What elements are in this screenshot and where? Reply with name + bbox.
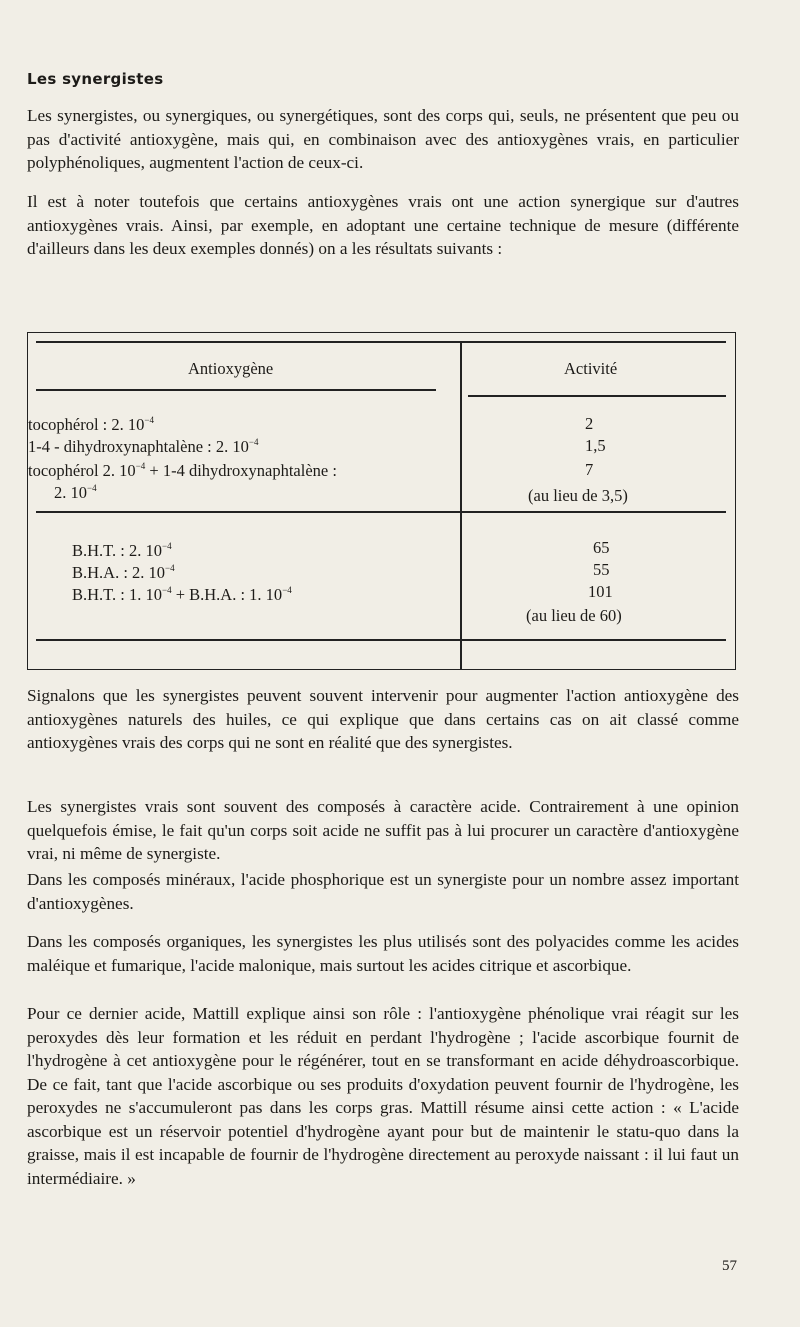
row-label: tocophérol 2. 10 [28, 461, 136, 480]
value-tocopherol: 2 [585, 414, 594, 433]
exponent: −4 [144, 415, 154, 425]
table-top-rule [36, 341, 726, 343]
value-combination-2-expected: (au lieu de 60) [526, 606, 622, 625]
section-title: Les synergistes [27, 70, 164, 88]
header-rule-left [36, 389, 436, 391]
group-separator [36, 511, 726, 513]
exponent: −4 [162, 541, 172, 551]
value-combination-2: 101 [588, 582, 613, 601]
page-number: 57 [722, 1258, 737, 1274]
paragraph-definition: Les synergistes, ou synergiques, ou synergétiques, sont des corps qui, seuls, ne présentent que peu ou pas d'activité antioxygène, mais qui, en combinaison avec des antioxygènes vrais, en particulier polyphénoliques, augmentent l'action de ceux-ci. [27, 106, 739, 172]
paragraph-synergy-note: Il est à noter toutefois que certains antioxygènes vrais ont une action synergique sur d'autres antioxygènes vrais. Ainsi, par exemple, en adoptant une certaine technique de mesure (différente d'ailleurs dans les deux exemples donnés) on a les résultats suivants : [27, 192, 739, 258]
row-label: B.H.T. : 2. 10 [72, 541, 162, 560]
results-table [27, 332, 736, 670]
value-bht: 65 [593, 538, 610, 557]
row-label-continued: + B.H.A. : 1. 10 [171, 585, 283, 604]
header-rule-right [468, 395, 726, 397]
table-column-divider [460, 341, 462, 669]
paragraph-acid-character: Les synergistes vrais sont souvent des composés à caractère acide. Contrairement à une opinion quelquefois émise, le fait qu'un corps soit acide ne suffit pas à lui procurer un caractère d'antioxygène vrai, ni même de synergiste. [27, 797, 739, 863]
table-bottom-rule [36, 639, 726, 641]
row-combination-1-cont [54, 477, 97, 504]
exponent: −4 [135, 461, 146, 471]
exponent: −4 [282, 585, 292, 595]
header-antioxygene: Antioxygène [188, 359, 274, 378]
exponent: −4 [87, 483, 97, 493]
value-bha: 55 [593, 560, 610, 579]
value-combination-1-expected: (au lieu de 3,5) [528, 486, 628, 505]
row-label: tocophérol : 2. 10 [28, 415, 145, 434]
paragraph-mattill: Pour ce dernier acide, Mattill explique ainsi son rôle : l'antioxygène phénolique vrai réagit sur les peroxydes dès leur formation et les réduit en perdant l'hydrogène ; l'acide ascorbique fournit de l'hydrogène à cet antioxygène pour le régénérer, tout en se transformant en acide déhydroascorbique. De ce fait, tant que l'acide ascorbique ou ses produits d'oxydation peuvent fournir de l'hydrogène, les peroxydes ne s'accumuleront pas dans les corps gras. Mattill résume ainsi cette action : « L'acide ascorbique est un réservoir potentiel d'hydrogène ayant pour but de maintenir le statu-quo dans la graisse, mais il est incapable de fournir de l'hydrogène directement au peroxyde naissant : il lui faut un intermédiaire. » [27, 1004, 739, 1188]
row-label: 2. 10 [54, 483, 87, 502]
paragraph-natural-antioxygens: Signalons que les synergistes peuvent souvent intervenir pour augmenter l'action antioxygène des antioxygènes naturels des huiles, ce qui explique que dans certains cas on ait classé comme antioxygènes vrais des corps qui ne sont en réalité que des synergistes. [27, 686, 739, 752]
value-dihydroxynaphtalene: 1,5 [585, 436, 606, 455]
row-dihydroxynaphtalene [28, 431, 258, 458]
paragraph-mineral: Dans les composés minéraux, l'acide phosphorique est un synergiste pour un nombre assez important d'antioxygènes. [27, 870, 739, 913]
row-label: B.H.A. : 2. 10 [72, 563, 166, 582]
value-combination-1: 7 [585, 460, 594, 479]
row-label-continued: + 1-4 dihydroxynaphtalène : [145, 461, 337, 480]
row-label: 1-4 - dihydroxynaphtalène : 2. 10 [28, 437, 249, 456]
exponent: −4 [248, 437, 259, 447]
paragraph-organic: Dans les composés organiques, les synergistes les plus utilisés sont des polyacides comme les acides maléique et fumarique, l'acide malonique, mais surtout les acides citrique et ascorbique. [27, 932, 739, 975]
row-label: B.H.T. : 1. 10 [72, 585, 162, 604]
exponent: −4 [165, 563, 175, 573]
row-combination-2 [72, 579, 292, 606]
header-activite: Activité [564, 359, 618, 378]
exponent: −4 [162, 585, 172, 595]
